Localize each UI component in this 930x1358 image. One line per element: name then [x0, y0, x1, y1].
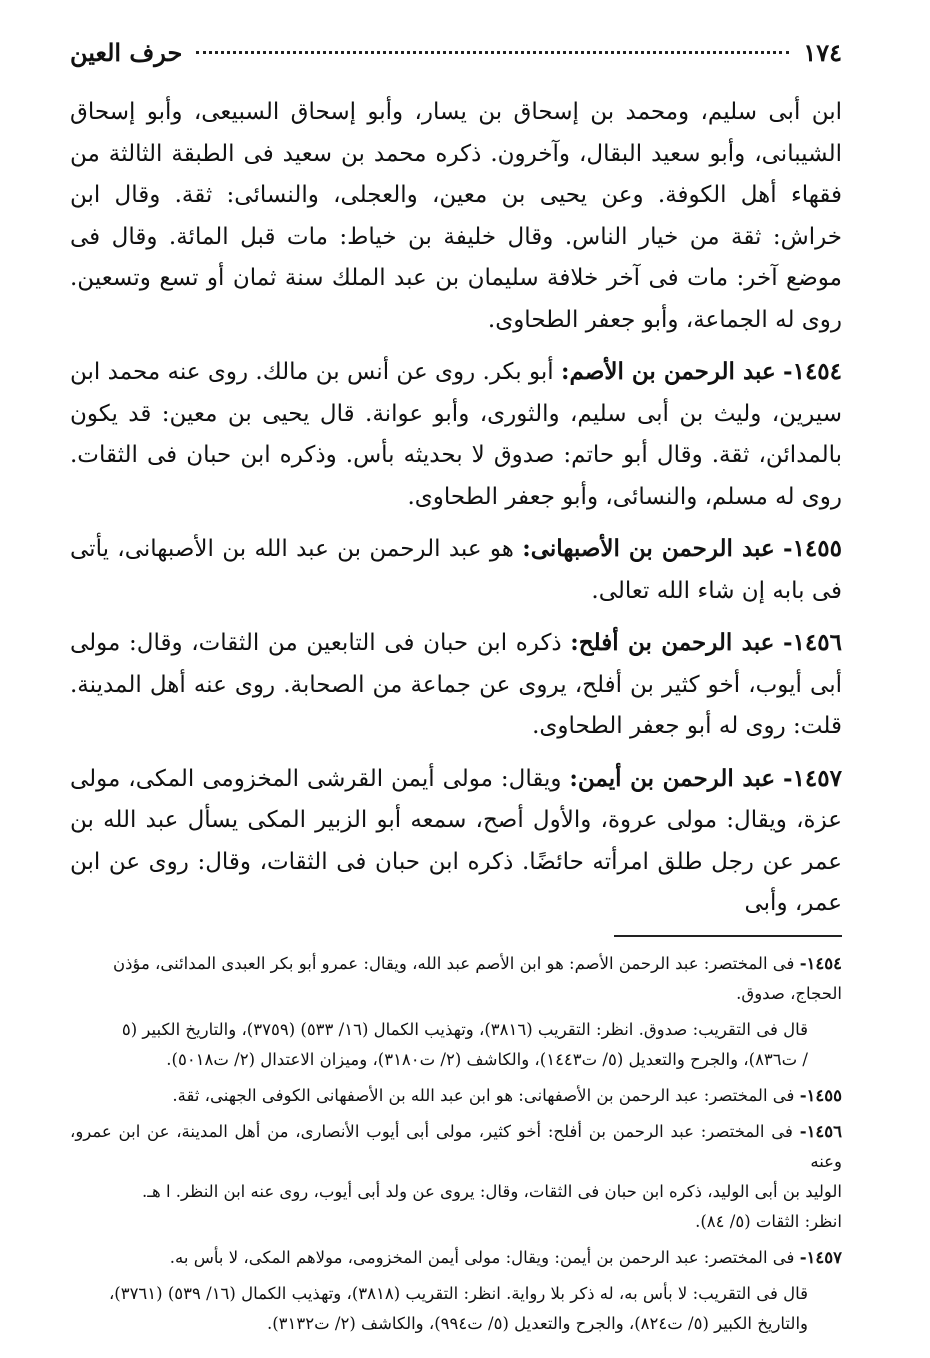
entry-1456 [70, 622, 842, 748]
entry-1454 [70, 351, 842, 518]
entry-number: ١٤٥٤- [783, 358, 843, 385]
footnote-1454-sources [70, 1015, 842, 1075]
footnote-1455 [70, 1081, 842, 1111]
footnote-line: ١٤٥٧- فى المختصر: عبد الرحمن بن أيمن: ويقال: مولى أيمن المخزومى، مولاهم المكى، لا بأس به. [169, 1247, 842, 1267]
footnote-number: ١٤٥٥- [799, 1085, 842, 1105]
footnote-line: والتاريخ الكبير (٥/ ت٨٢٤)، والجرح والتعديل (٥/ ت٩٩٤)، والكاشف (٢/ ت٣١٣٢). [266, 1313, 808, 1333]
footnotes [70, 949, 842, 1339]
footnote-line: انظر: الثقات (٥/ ٨٤). [695, 1211, 842, 1231]
footnote-line: ١٤٥٤- فى المختصر: عبد الرحمن الأصم: هو ابن الأصم عبد الله، ويقال: عمرو أبو بكر العبدى المدائنى، مؤذن [112, 953, 842, 973]
footnote-1457-sources [70, 1279, 842, 1339]
footnote-line: ١٤٥٥- فى المختصر: عبد الرحمن بن الأصفهانى: هو ابن عبد الله بن الأصفهانى الكوفى الجهنى، ثقة. [172, 1085, 842, 1105]
footnote-number: ١٤٥٤- [799, 953, 842, 973]
entry-name: عبد الرحمن بن الأصبهانى: [522, 535, 775, 562]
entry-text: ذكره ابن حبان فى التابعين من الثقات، وقال: مولى أبى أيوب، أخو كثير بن أفلح، يروى عن جماعة من الصحابة. روى عنه أهل المدينة. قلت: روى له أبو جعفر الطحاوى. [70, 630, 842, 739]
page-number: ١٧٤ [803, 38, 842, 67]
entry-name: عبد الرحمن بن أفلح: [570, 629, 775, 656]
entry-text: ويقال: مولى أيمن القرشى المخزومى المكى، مولى عزة، ويقال: مولى عروة، والأول أصح، سمعه أبو الزبير المكى يسأل عبد الله بن عمر عن رجل طلق امرأته حائضًا. ذكره ابن حبان فى الثقات، وقال: روى عن ابن عمر، وأبى [70, 765, 842, 916]
entry-text: أبو بكر. روى عن أنس بن مالك. روى عنه محمد ابن سيرين، وليث بن أبى سليم، والثورى، وأبو عوانة. قال يحيى بن معين: قد يكون بالمدائن، ثقة. وقال أبو حاتم: صدوق لا بحديثه بأس. وذكره ابن حبان فى الثقات. روى له مسلم، والنسائى، وأبو جعفر الطحاوى. [70, 359, 842, 510]
running-header [70, 38, 842, 84]
entry-number: ١٤٥٧- [783, 764, 842, 792]
entry-number: ١٤٥٥- [783, 535, 842, 562]
footnote-line: ١٤٥٦- فى المختصر: عبد الرحمن بن أفلح: أخو كثير، مولى أبى أيوب الأنصارى، من أهل المدينة، عن ابن عمرو، وعنه [70, 1121, 843, 1171]
dotted-leader [196, 51, 789, 54]
entry-1457 [70, 758, 842, 925]
entry-text: هو عبد الرحمن بن عبد الله بن الأصبهانى، يأتى فى بابه إن شاء الله تعالى. [70, 536, 842, 604]
main-text [70, 92, 842, 925]
entry-1455 [70, 528, 842, 612]
footnote-line: الحجاج، صدوق. [736, 983, 842, 1003]
footnote-number: ١٤٥٧- [799, 1247, 842, 1267]
footnote-1457 [70, 1243, 842, 1273]
footnote-1456 [70, 1117, 842, 1237]
footnote-line: الوليد بن أبى الوليد، ذكره ابن حبان فى الثقات، وقال: يروى عن ولد أبى أيوب، روى عنه ابن النظر. ا هـ. [141, 1181, 842, 1201]
chapter-title: حرف العين [70, 38, 183, 67]
entry-name: عبد الرحمن بن الأصم: [561, 358, 776, 385]
footnote-line: قال فى التقريب: صدوق. انظر: التقريب (٣٨١٦)، وتهذيب الكمال (١٦/ ٥٣٣) (٣٧٥٩)، والتاريخ الكبير (٥ [121, 1019, 808, 1039]
continuation-paragraph: ابن أبى سليم، ومحمد بن إسحاق بن يسار، وأبو إسحاق السبيعى، وأبو إسحاق الشيبانى، وأبو سعيد البقال، وآخرون. ذكره محمد بن سعيد فى الطبقة الثالثة من فقهاء أهل الكوفة. وعن يحيى بن معين، والعجلى، والنسائى: ثقة. وقال ابن خراش: ثقة من خيار الناس. وقال خليفة بن خياط: مات قبل المائة. وقال فى موضع آخر: مات فى آخر خلافة سليمان بن عبد الملك سنة ثمان أو تسع وتسعين. روى له الجماعة، وأبو جعفر الطحاوى. [70, 99, 842, 333]
entry-name: عبد الرحمن بن أيمن: [569, 764, 776, 792]
footnote-line: / ت٨٣٦)، والجرح والتعديل (٥/ ت١٤٤٣)، والكاشف (٢/ ت٣١٨٠)، وميزان الاعتدال (٢/ ت٥٠١٨). [166, 1049, 808, 1069]
footnote-1454 [70, 949, 842, 1009]
footnote-number: ١٤٥٦- [799, 1121, 843, 1141]
footnote-separator [614, 935, 842, 937]
entry-number: ١٤٥٦- [783, 629, 842, 656]
footnote-line: قال فى التقريب: لا بأس به، له ذكر بلا رواية. انظر: التقريب (٣٨١٨)، وتهذيب الكمال (١٦/ ٥٣٩) (٣٧٦١)، [108, 1283, 808, 1303]
